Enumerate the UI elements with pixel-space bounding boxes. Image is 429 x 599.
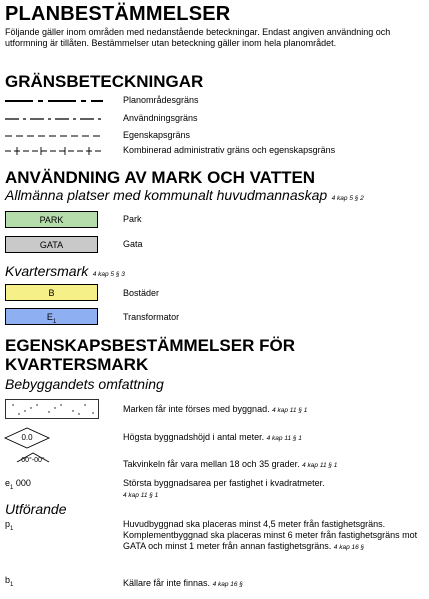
boundary-line-plan xyxy=(5,99,103,103)
extent-row-2 xyxy=(123,432,302,444)
boundaries-heading: GRÄNSBETECKNINGAR xyxy=(5,72,204,91)
placement-code-p-sub: 1 xyxy=(10,525,14,532)
legend-box-e1-sub: 1 xyxy=(52,318,57,325)
public-ref: 4 kap 5 § 2 xyxy=(331,195,364,202)
boundary-label-usage: Användningsgräns xyxy=(123,113,198,123)
placement-row-2-ref: 4 kap 16 § xyxy=(212,581,243,588)
legend-label-park: Park xyxy=(123,214,142,224)
placement-code-b-sub: 1 xyxy=(10,581,14,588)
boundary-label-combined: Kombinerad administrativ gräns och egenskapsgräns xyxy=(123,145,336,155)
legend-label-bostader: Bostäder xyxy=(123,288,160,298)
extent-row-2-text: Högsta byggnadshöjd i antal meter. xyxy=(123,432,265,442)
legend-label-transformator: Transformator xyxy=(123,312,180,322)
placement-row-2-text: Källare får inte finnas. xyxy=(123,578,211,588)
extent-row-4 xyxy=(123,478,363,501)
legend-box-park: PARK xyxy=(5,211,98,228)
placement-row-2 xyxy=(123,578,243,590)
extent-row-1-ref: 4 kap 11 § 1 xyxy=(272,407,308,414)
placement-code-b1 xyxy=(5,575,13,591)
public-subheading-text: Allmänna platser med kommunalt huvudmannaskap xyxy=(5,187,328,203)
placement-row-1 xyxy=(123,519,423,553)
area-code-post: 000 xyxy=(13,478,31,488)
page-title: PLANBESTÄMMELSER xyxy=(5,3,231,25)
extent-row-4-ref: 4 kap 11 § 1 xyxy=(123,492,159,499)
extent-row-1 xyxy=(123,404,307,416)
area-code xyxy=(5,478,31,494)
boundary-line-usage xyxy=(5,117,103,121)
intro-text: Följande gäller inom områden med nedanstående beteckningar. Endast angiven användning och utformning är tillåten. Bestämmelser utan beteckning gäller inom hela planområdet. xyxy=(5,27,391,48)
extent-row-4-text: Största byggnadsarea per fastighet i kvadratmeter. xyxy=(123,478,325,488)
placement-subheading: Utförande xyxy=(5,501,67,517)
roof-angle-value: 00°-00° xyxy=(21,457,45,464)
extent-row-2-ref: 4 kap 11 § 1 xyxy=(266,435,302,442)
legend-box-e1 xyxy=(5,308,98,325)
placement-code-b: b xyxy=(5,575,11,585)
placement-row-1-text: Huvudbyggnad ska placeras minst 4,5 meter från fastighetsgräns. Komplementbyggnad ska placeras minst 6 meter från fastighetsgräns mot GATA och minst 1 meter från annan fastighetsgräns. xyxy=(123,519,418,551)
legend-box-gata: GATA xyxy=(5,236,98,253)
dotted-area-symbol xyxy=(5,399,99,419)
area-code-sub: 1 xyxy=(10,484,14,491)
boundary-label-property: Egenskapsgräns xyxy=(123,130,191,140)
boundary-line-combined xyxy=(5,146,103,156)
extent-row-1-text: Marken får inte förses med byggnad. xyxy=(123,404,270,414)
block-subheading xyxy=(5,263,125,281)
legend-box-b: B xyxy=(5,284,98,301)
extent-subheading: Bebyggandets omfattning xyxy=(5,376,164,392)
properties-heading-line1: EGENSKAPSBESTÄMMELSER FÖR xyxy=(5,336,295,355)
height-diamond-value: 0.0 xyxy=(21,433,33,442)
block-ref: 4 kap 5 § 3 xyxy=(92,271,125,278)
placement-code-p: p xyxy=(5,519,11,529)
area-code-pre: e xyxy=(5,478,11,488)
placement-row-1-ref: 4 kap 16 § xyxy=(333,544,365,551)
boundary-label-plan: Planområdesgräns xyxy=(123,95,199,105)
placement-code-p1 xyxy=(5,519,13,535)
extent-row-3 xyxy=(123,459,337,471)
block-subheading-text: Kvartersmark xyxy=(5,263,89,279)
extent-row-3-ref: 4 kap 11 § 1 xyxy=(302,462,338,469)
public-subheading xyxy=(5,187,364,205)
boundary-line-property xyxy=(5,134,103,138)
properties-heading-line2: KVARTERSMARK xyxy=(5,355,149,374)
land-use-heading: ANVÄNDNING AV MARK OCH VATTEN xyxy=(5,168,316,187)
extent-row-3-text: Takvinkeln får vara mellan 18 och 35 grader. xyxy=(123,459,300,469)
legend-box-e1-code: E xyxy=(46,312,53,322)
legend-label-gata: Gata xyxy=(123,239,143,249)
